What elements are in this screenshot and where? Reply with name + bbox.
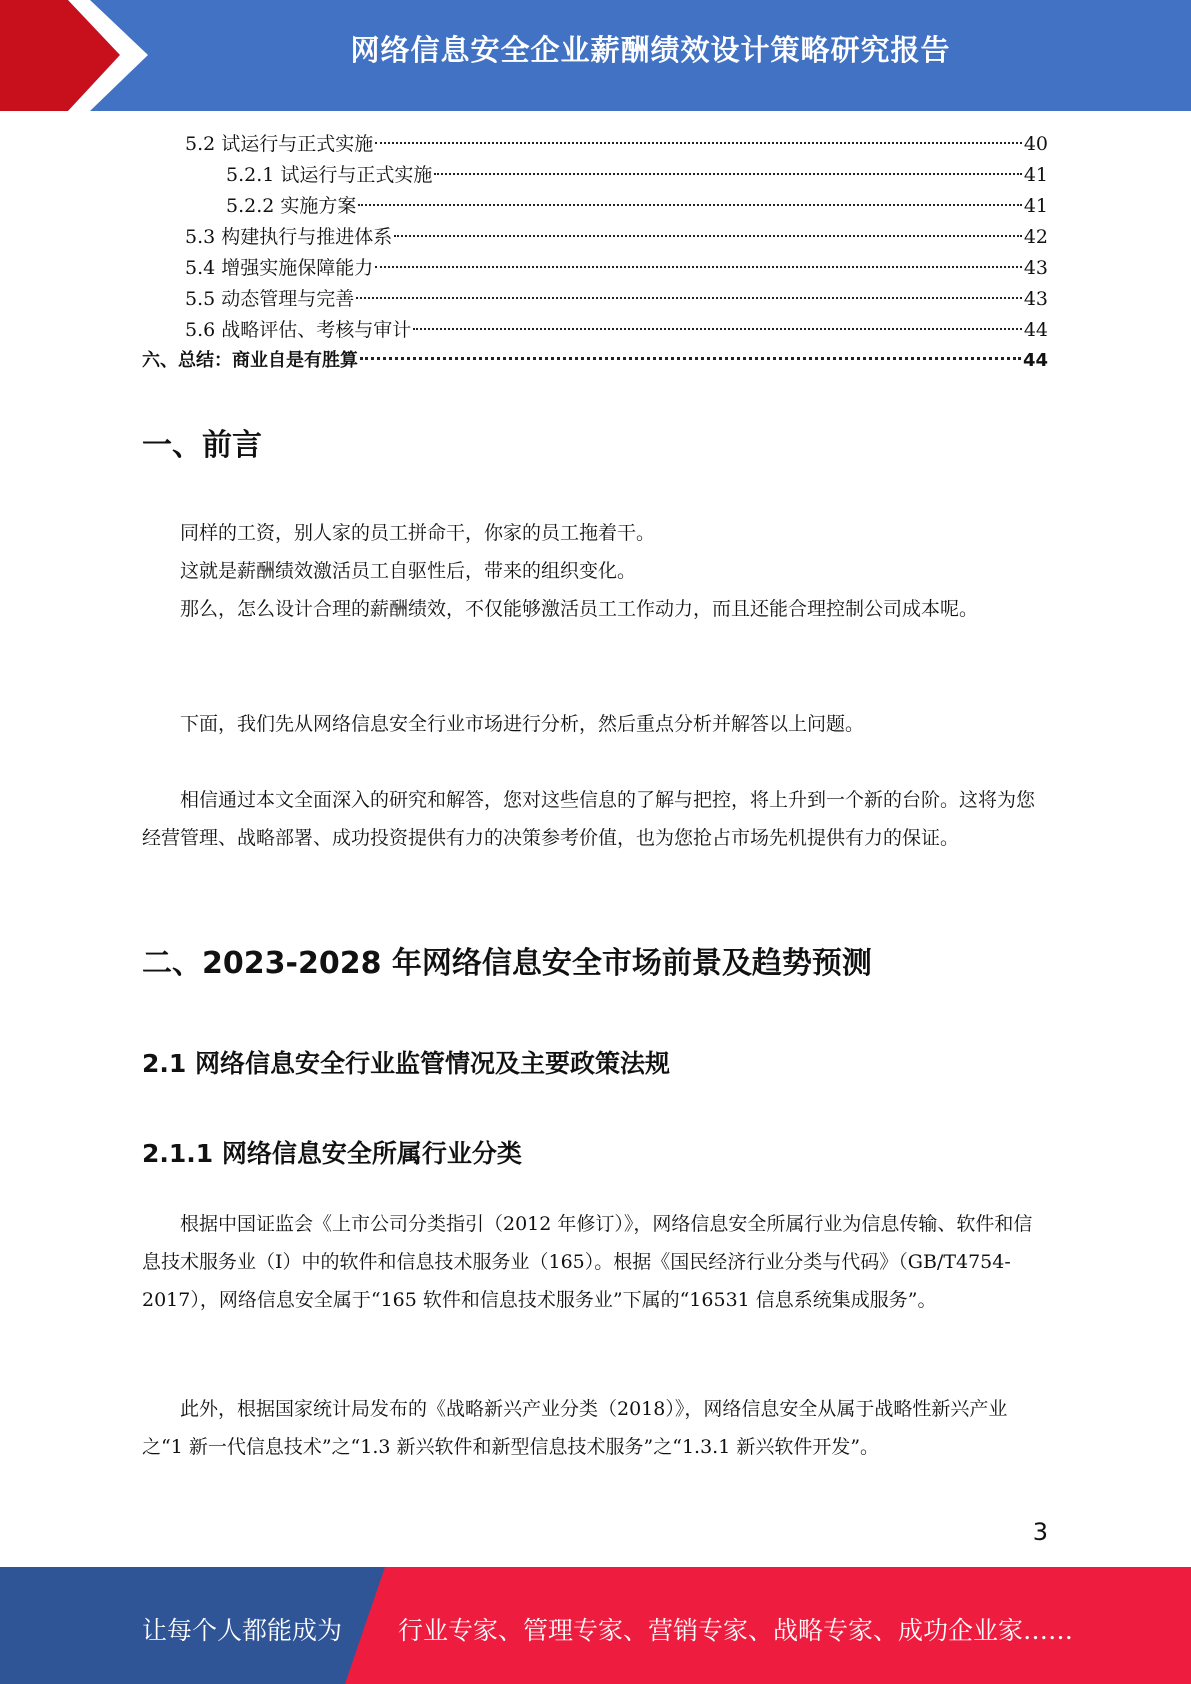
toc-leader	[375, 266, 1022, 268]
toc-item-label: 5.2.1 试运行与正式实施	[226, 164, 433, 186]
toc-item-page: 44	[1022, 350, 1048, 371]
footer-slogan-right: 行业专家、管理专家、营销专家、战略专家、成功企业家……	[398, 1616, 1074, 1645]
paragraph: 那么，怎么设计合理的薪酬绩效，不仅能够激活员工工作动力，而且还能合理控制公司成本呢。	[180, 598, 979, 620]
footer-slogan-left: 让每个人都能成为	[142, 1616, 343, 1645]
toc-item[interactable]	[185, 316, 1048, 344]
paragraph-block	[142, 705, 1047, 743]
page-footer	[0, 1567, 1191, 1684]
toc-item-page: 41	[1023, 164, 1048, 186]
paragraph-block	[142, 781, 1047, 857]
paragraph: 这就是薪酬绩效激活员工自驱性后，带来的组织变化。	[180, 560, 637, 582]
paragraph-block	[142, 1390, 1047, 1466]
paragraph: 下面，我们先从网络信息安全行业市场进行分析，然后重点分析并解答以上问题。	[180, 713, 865, 735]
footer-slant	[345, 1567, 385, 1684]
toc-item[interactable]	[185, 223, 1048, 251]
toc-leader	[434, 173, 1021, 175]
section-heading: 一、前言	[142, 428, 262, 463]
toc-item[interactable]	[185, 130, 1048, 158]
header-red-arrow	[0, 0, 150, 111]
subsection-heading: 2.1 网络信息安全行业监管情况及主要政策法规	[142, 1049, 670, 1078]
paragraph: 相信通过本文全面深入的研究和解答，您对这些信息的了解与把控，将上升到一个新的台阶。这将为您经营管理、战略部署、成功投资提供有力的决策参考价值，也为您抢占市场先机提供有力的保证。	[142, 789, 1036, 849]
paragraph-block	[142, 514, 1047, 628]
toc-item-label: 5.6 战略评估、考核与审计	[185, 319, 412, 341]
toc-item-page: 44	[1023, 319, 1048, 341]
toc-item-page: 43	[1023, 257, 1048, 279]
toc-item[interactable]	[142, 347, 1048, 375]
page-header	[0, 0, 1191, 111]
page-number: 3	[1032, 1518, 1048, 1546]
paragraph-block	[142, 1205, 1047, 1319]
toc-item-page: 41	[1023, 195, 1048, 217]
header-title: 网络信息安全企业薪酬绩效设计策略研究报告	[350, 33, 951, 67]
toc-leader	[413, 328, 1022, 330]
paragraph: 此外，根据国家统计局发布的《战略新兴产业分类（2018）》，网络信息安全从属于战略性新兴产业之“1 新一代信息技术”之“1.3 新兴软件和新型信息技术服务”之“1.3.1 新兴软件开发”。	[142, 1398, 1008, 1458]
toc-item-label: 5.3 构建执行与推进体系	[185, 226, 393, 248]
toc-leader	[358, 204, 1021, 206]
toc-item-label: 5.5 动态管理与完善	[185, 288, 355, 310]
toc-item-page: 42	[1023, 226, 1048, 248]
subsection-heading: 2.1.1 网络信息安全所属行业分类	[142, 1139, 522, 1168]
toc-leader	[360, 357, 1021, 360]
toc-item[interactable]	[226, 192, 1048, 220]
toc-leader	[375, 142, 1022, 144]
toc-leader	[394, 235, 1022, 237]
toc-item-label: 5.4 增强实施保障能力	[185, 257, 374, 279]
paragraph: 同样的工资，别人家的员工拼命干，你家的员工拖着干。	[180, 522, 656, 544]
toc-item[interactable]	[185, 285, 1048, 313]
section-heading: 二、2023-2028 年网络信息安全市场前景及趋势预测	[142, 946, 872, 981]
toc-item-label: 六、总结：商业自是有胜算	[142, 350, 358, 371]
toc-item-page: 40	[1023, 133, 1048, 155]
toc-item-page: 43	[1023, 288, 1048, 310]
toc-item-label: 5.2.2 实施方案	[226, 195, 357, 217]
toc-leader	[356, 297, 1022, 299]
toc-item[interactable]	[226, 161, 1048, 189]
paragraph: 根据中国证监会《上市公司分类指引（2012 年修订）》，网络信息安全所属行业为信息传输、软件和信息技术服务业（I）中的软件和信息技术服务业（165）。根据《国民经济行业分类与代码》（GB/T4754-2017），网络信息安全属于“165 软件和信息技术服务业”下属的“16531 信息系统集成服务”。	[142, 1213, 1033, 1311]
toc-item-label: 5.2 试运行与正式实施	[185, 133, 374, 155]
toc-item[interactable]	[185, 254, 1048, 282]
